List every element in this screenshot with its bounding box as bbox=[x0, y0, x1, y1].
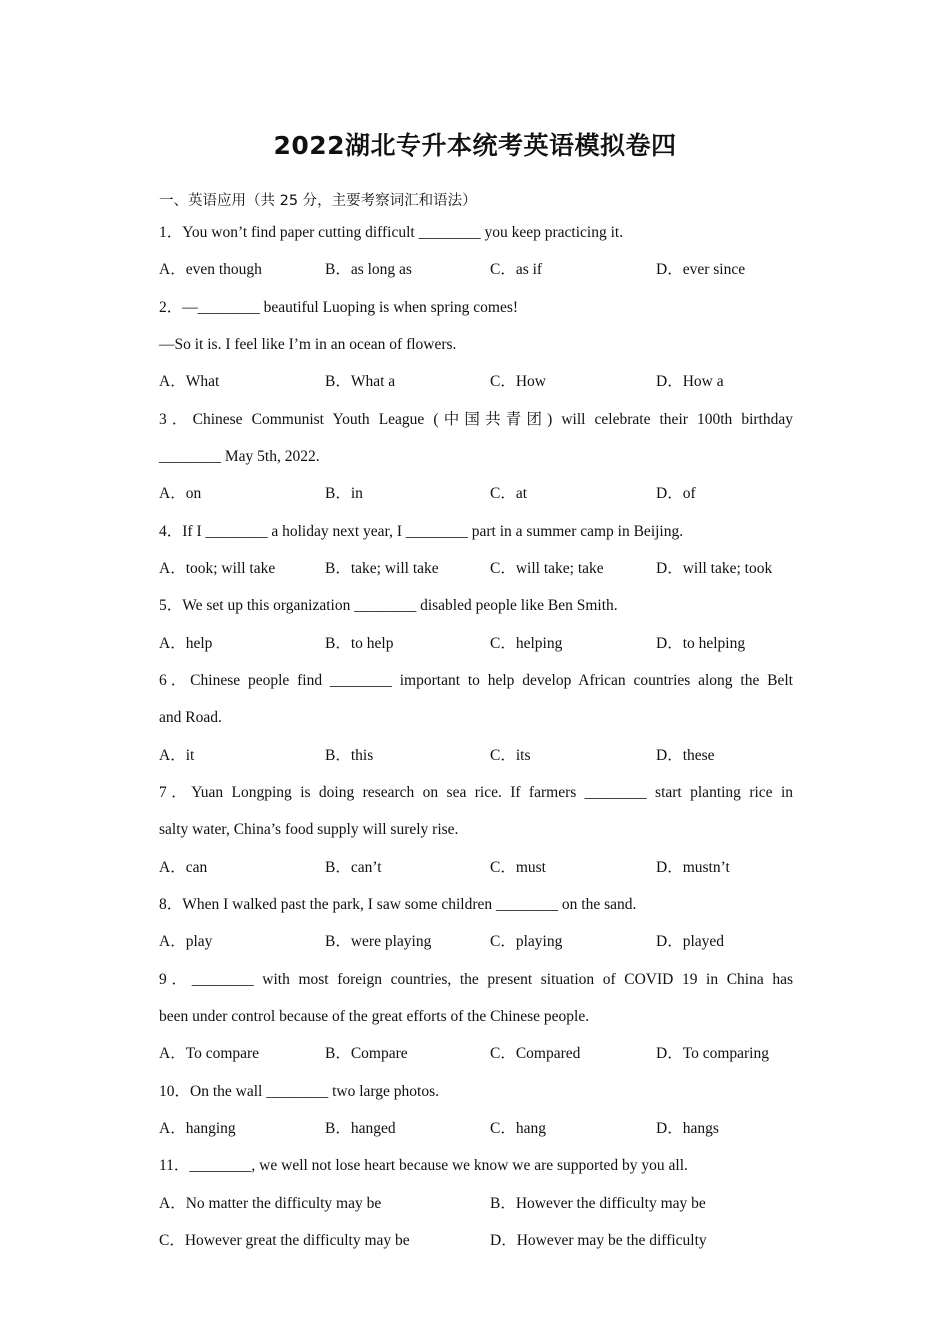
question-10-option-c: C．hang bbox=[490, 1120, 546, 1137]
question-3-option-c: C．at bbox=[490, 485, 528, 502]
question-6-option-c: C．its bbox=[490, 747, 531, 764]
question-4-option-c: C．will take; take bbox=[490, 560, 604, 577]
question-11-stem: 11．________, we well not lose heart because we know we are supported by you all. bbox=[159, 1157, 688, 1174]
question-4-option-b: B．take; will take bbox=[325, 560, 439, 577]
question-1-option-a: A．even though bbox=[159, 261, 262, 278]
question-7-option-b: B．can’t bbox=[325, 859, 382, 876]
question-1-option-d: D．ever since bbox=[656, 261, 746, 278]
question-2-option-b: B．What a bbox=[325, 373, 396, 390]
question-2-option-c: C．How bbox=[490, 373, 546, 390]
question-9-option-c: C．Compared bbox=[490, 1045, 581, 1062]
question-6-stem-line-2: and Road. bbox=[159, 709, 222, 726]
question-2-option-d: D．How a bbox=[656, 373, 724, 390]
question-5-option-d: D．to helping bbox=[656, 635, 746, 652]
question-2-stem-line-2: —So it is. I feel like I’m in an ocean of flowers. bbox=[159, 336, 457, 353]
question-3-stem-line-2: ________ May 5th, 2022. bbox=[159, 448, 320, 465]
question-8-option-c: C．playing bbox=[490, 933, 563, 950]
question-4-stem: 4．If I ________ a holiday next year, I ________ part in a summer camp in Beijing. bbox=[159, 523, 684, 540]
question-5-option-a: A．help bbox=[159, 635, 213, 652]
question-7-stem-line-2: salty water, China’s food supply will surely rise. bbox=[159, 821, 459, 838]
question-8-stem: 8．When I walked past the park, I saw some children ________ on the sand. bbox=[159, 896, 637, 913]
question-1-option-c: C．as if bbox=[490, 261, 543, 278]
question-3-stem: 3．Chinese Communist Youth League (中国共青团) will celebrate their 100th birthday bbox=[159, 411, 793, 428]
question-8-option-d: D．played bbox=[656, 933, 725, 950]
question-3-option-b: B．in bbox=[325, 485, 363, 502]
question-6-stem: 6．Chinese people find ________ important to help develop African countries along the Belt bbox=[159, 672, 793, 689]
question-4-option-a: A．took; will take bbox=[159, 560, 276, 577]
question-9-stem-line-2: been under control because of the great efforts of the Chinese people. bbox=[159, 1008, 590, 1025]
question-6-option-d: D．these bbox=[656, 747, 715, 764]
page-title: 2022湖北专升本统考英语模拟卷四 bbox=[273, 131, 677, 160]
question-5-option-b: B．to help bbox=[325, 635, 394, 652]
question-10-option-b: B．hanged bbox=[325, 1120, 396, 1137]
question-2-option-a: A．What bbox=[159, 373, 220, 390]
question-8-option-a: A．play bbox=[159, 933, 213, 950]
question-9-option-b: B．Compare bbox=[325, 1045, 408, 1062]
question-5-option-c: C．helping bbox=[490, 635, 563, 652]
question-9-stem: 9．________ with most foreign countries, the present situation of COVID 19 in China has bbox=[159, 971, 793, 988]
question-7-option-c: C．must bbox=[490, 859, 546, 876]
question-10-option-d: D．hangs bbox=[656, 1120, 719, 1137]
question-10-stem: 10．On the wall ________ two large photos. bbox=[159, 1083, 439, 1100]
question-1-option-b: B．as long as bbox=[325, 261, 412, 278]
question-4-option-d: D．will take; took bbox=[656, 560, 773, 577]
question-7-option-d: D．mustn’t bbox=[656, 859, 730, 876]
question-3-option-d: D．of bbox=[656, 485, 696, 502]
question-11-option-d: D．However may be the difficulty bbox=[490, 1232, 707, 1249]
section-heading: 一、英语应用（共 25 分，主要考察词汇和语法） bbox=[159, 193, 477, 209]
question-1-stem: 1．You won’t find paper cutting difficult ________ you keep practicing it. bbox=[159, 224, 624, 241]
question-3-option-a: A．on bbox=[159, 485, 202, 502]
question-6-option-b: B．this bbox=[325, 747, 374, 764]
question-5-stem: 5．We set up this organization ________ disabled people like Ben Smith. bbox=[159, 597, 618, 614]
question-7-stem: 7．Yuan Longping is doing research on sea rice. If farmers ________ start planting rice in bbox=[159, 784, 793, 801]
question-11-option-c: C．However great the difficulty may be bbox=[159, 1232, 410, 1249]
question-10-option-a: A．hanging bbox=[159, 1120, 236, 1137]
question-11-option-a: A．No matter the difficulty may be bbox=[159, 1195, 382, 1212]
question-9-option-a: A．To compare bbox=[159, 1045, 260, 1062]
question-2-stem: 2．—________ beautiful Luoping is when spring comes! bbox=[159, 299, 519, 316]
question-8-option-b: B．were playing bbox=[325, 933, 432, 950]
question-7-option-a: A．can bbox=[159, 859, 208, 876]
question-6-option-a: A．it bbox=[159, 747, 195, 764]
question-11-option-b: B．However the difficulty may be bbox=[490, 1195, 706, 1212]
question-9-option-d: D．To comparing bbox=[656, 1045, 769, 1062]
